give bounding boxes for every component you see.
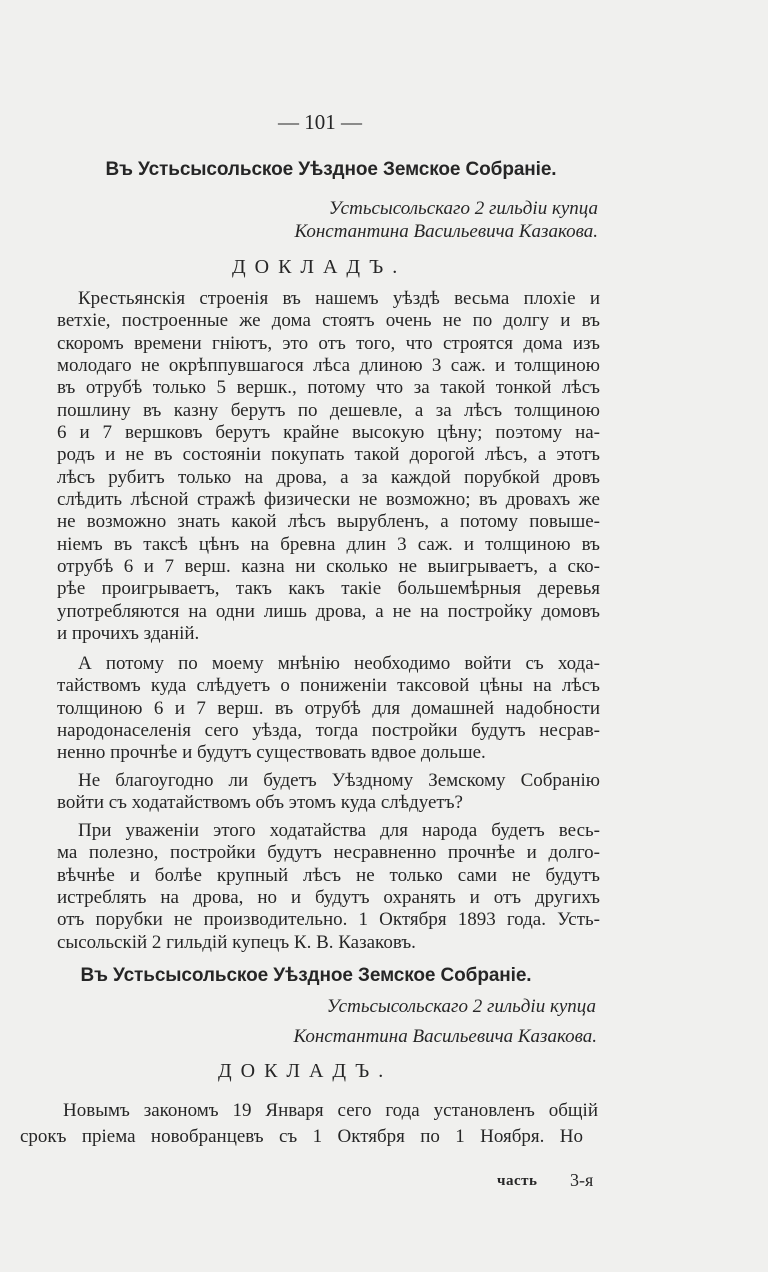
- text-line: А потому по моему мнѣнію необходимо войти съ хода-: [78, 653, 600, 674]
- text-line: тайствомъ куда слѣдуетъ о пониженіи таксовой цѣны на лѣсъ: [57, 675, 600, 697]
- author-line: Константина Васильевича Казакова.: [294, 221, 598, 242]
- text-line: Не благоугодно ли будетъ Уѣздному Земскому Собранію: [78, 770, 600, 791]
- text-line: молодаго не окрѣппувшагося лѣса длиною 3 саж. и толщиною: [57, 354, 600, 376]
- text-line: ніемъ въ таксѣ цѣнъ на бревна длин 3 саж. и толщиною въ: [57, 533, 600, 555]
- text-line: Крестьянскія строенія въ нашемъ уѣздѣ весьма плохіе и: [78, 288, 600, 309]
- paragraph: [57, 820, 600, 954]
- page-number: — 101 —: [278, 110, 362, 134]
- footer-signature-number: 3-я: [570, 1170, 594, 1190]
- author-line: Устьсысольскаго 2 гильдіи купца: [328, 198, 598, 219]
- text-line: ветхіе, построенные же дома стоятъ очень не по долгу и въ: [57, 310, 600, 332]
- text-line: Новымъ закономъ 19 Января сего года установленъ общій: [63, 1100, 598, 1121]
- text-line: При уваженіи этого ходатайства для народа будетъ весь-: [78, 820, 600, 841]
- text-line: пошлину въ казну берутъ по дешевле, а за лѣсъ толщиною: [57, 399, 600, 421]
- text-line: народонаселенія сего уѣзда, тогда постройки будутъ несрав-: [57, 719, 600, 741]
- author-line: Константина Васильевича Казакова.: [293, 1026, 597, 1047]
- text-line: толщиною 6 и 7 верш. въ отрубѣ для домашней надобности: [57, 697, 600, 719]
- author-line: Устьсысольскаго 2 гильдіи купца: [326, 996, 596, 1017]
- text-line: срокъ пріема новобранцевъ съ 1 Октября по 1 Ноября. Но: [20, 1126, 583, 1147]
- text-line: родъ и не въ состояніи покупать такой дорогой лѣсъ, а этотъ: [57, 444, 600, 466]
- text-line: лѣсъ рубитъ только на дрова, а за каждой порубкой дровъ: [57, 466, 600, 488]
- text-line: отъ порубки не производительно. 1 Октября 1893 года. Усть-: [57, 909, 600, 931]
- report-title: ДОКЛАДЪ.: [232, 256, 407, 278]
- text-line: не возможно знать какой лѣсъ вырубленъ, а потому повыше-: [57, 511, 600, 533]
- report-heading: Въ Устьсысольское Уѣздное Земское Собраніе.: [80, 965, 532, 986]
- text-line: и прочихъ зданій.: [57, 622, 200, 644]
- text-line: слѣдить лѣсной стражѣ физически не возможно; въ дровахъ же: [57, 488, 600, 510]
- text-line: отрубѣ 6 и 7 верш. казна ни сколько не выигрываетъ, а ско-: [57, 555, 600, 577]
- footer-signature-mark: часть: [497, 1173, 538, 1189]
- paragraph: [57, 288, 600, 645]
- paragraph: [57, 770, 600, 815]
- paragraph: [57, 653, 600, 765]
- text-line: ма полезно, постройки будутъ несравненно прочнѣе и долго-: [57, 842, 600, 864]
- text-line: скоромъ времени гніютъ, это отъ того, что строятся дома изъ: [57, 332, 600, 354]
- text-line: сысольскій 2 гильдій купецъ К. В. Казаковъ.: [57, 931, 416, 953]
- text-line: войти съ ходатайствомъ объ этомъ куда слѣдуетъ?: [57, 792, 463, 814]
- text-line: вѣчнѣе и болѣе крупный лѣсъ не только сами не будутъ: [57, 864, 600, 886]
- text-line: истреблять на дрова, но и будутъ охранять и отъ другихъ: [57, 886, 600, 908]
- text-line: употребляются на одни лишь дрова, а не на постройку домовъ: [57, 600, 600, 622]
- text-line: рѣе проигрываетъ, такъ какъ такіе большемѣрныя деревья: [57, 578, 600, 600]
- report-heading: Въ Устьсысольское Уѣздное Земское Собраніе.: [105, 159, 557, 180]
- text-line: ненно прочнѣе и будутъ существовать вдвое дольше.: [57, 742, 486, 764]
- text-line: въ отрубѣ только 5 вершк., потому что за такой тонкой лѣсъ: [57, 377, 600, 399]
- text-line: 6 и 7 вершковъ берутъ крайне высокую цѣну; поэтому на-: [57, 421, 600, 443]
- report-title: ДОКЛАДЪ.: [218, 1060, 393, 1082]
